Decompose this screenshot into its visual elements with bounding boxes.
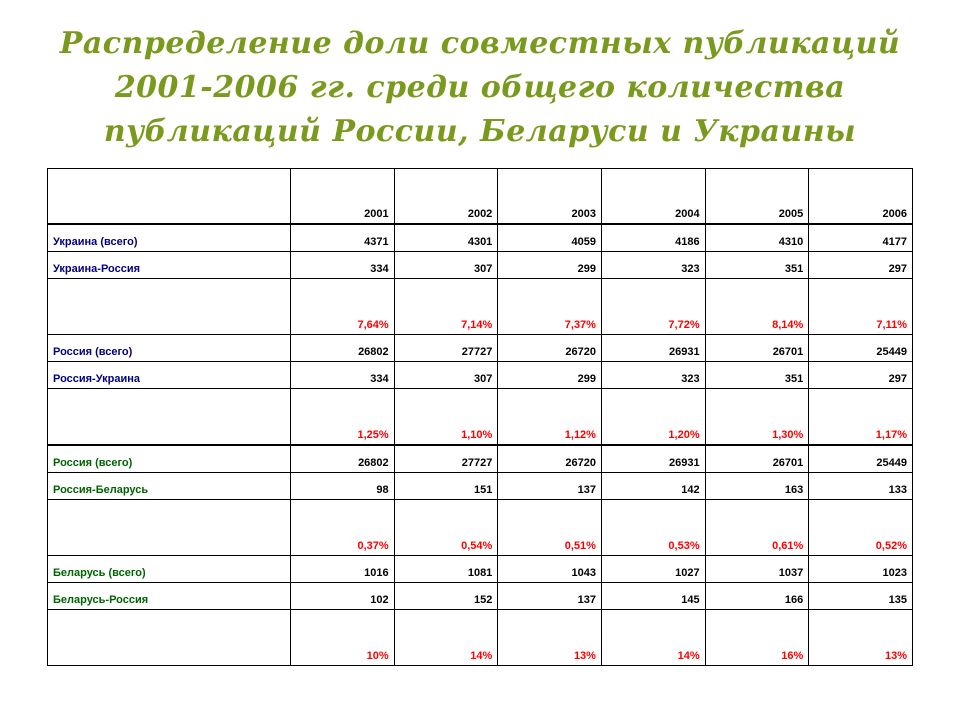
percent-cell: 16% [705, 610, 809, 666]
percent-cell: 7,72% [601, 279, 705, 335]
percent-cell: 7,37% [498, 279, 602, 335]
table-cell: 1043 [498, 556, 602, 583]
table-cell: 26931 [601, 445, 705, 473]
percent-cell: 0,54% [394, 500, 498, 556]
percent-cell: 10% [291, 610, 395, 666]
table-cell: 25449 [809, 335, 913, 362]
header-corner-cell [48, 169, 291, 225]
title-line-2: 2001-2006 гг. среди общего количества [114, 70, 846, 105]
table-cell: 26720 [498, 445, 602, 473]
percent-cell: 0,53% [601, 500, 705, 556]
row-label [48, 389, 291, 446]
row-label: Украина (всего) [48, 224, 291, 252]
title-line-1: Распределение доли совместных публикаций [59, 26, 901, 61]
slide-title [40, 22, 920, 154]
title-line-3: публикаций России, Беларуси и Украины [103, 114, 857, 149]
table-cell: 351 [705, 252, 809, 279]
publications-table [47, 168, 913, 666]
table-cell: 152 [394, 583, 498, 610]
table-cell: 1037 [705, 556, 809, 583]
table-row [48, 445, 913, 473]
table-cell: 299 [498, 362, 602, 389]
table-cell: 299 [498, 252, 602, 279]
table-row [48, 252, 913, 279]
year-header: 2002 [394, 169, 498, 225]
row-label: Украина-Россия [48, 252, 291, 279]
percent-row [48, 500, 913, 556]
percent-cell: 1,17% [809, 389, 913, 446]
table-row [48, 362, 913, 389]
year-header: 2004 [601, 169, 705, 225]
percent-cell: 7,64% [291, 279, 395, 335]
table-cell: 166 [705, 583, 809, 610]
percent-cell: 13% [498, 610, 602, 666]
table-row [48, 583, 913, 610]
table-row [48, 556, 913, 583]
percent-cell: 0,37% [291, 500, 395, 556]
table-cell: 137 [498, 473, 602, 500]
percent-cell: 1,20% [601, 389, 705, 446]
percent-row [48, 610, 913, 666]
table-row [48, 224, 913, 252]
percent-cell: 14% [601, 610, 705, 666]
table-cell: 4186 [601, 224, 705, 252]
year-header: 2005 [705, 169, 809, 225]
row-label: Беларусь-Россия [48, 583, 291, 610]
table-cell: 133 [809, 473, 913, 500]
table-cell: 102 [291, 583, 395, 610]
table-row [48, 473, 913, 500]
table-cell: 297 [809, 362, 913, 389]
percent-cell: 13% [809, 610, 913, 666]
table-cell: 27727 [394, 335, 498, 362]
table-cell: 307 [394, 362, 498, 389]
table-cell: 4310 [705, 224, 809, 252]
year-header: 2001 [291, 169, 395, 225]
table-cell: 351 [705, 362, 809, 389]
table-cell: 26802 [291, 335, 395, 362]
table-cell: 4059 [498, 224, 602, 252]
year-header: 2003 [498, 169, 602, 225]
table-cell: 1027 [601, 556, 705, 583]
table-cell: 1016 [291, 556, 395, 583]
row-label: Россия-Беларусь [48, 473, 291, 500]
table-cell: 1023 [809, 556, 913, 583]
header-row [48, 169, 913, 225]
percent-cell: 7,11% [809, 279, 913, 335]
table-cell: 151 [394, 473, 498, 500]
percent-cell: 1,25% [291, 389, 395, 446]
row-label: Беларусь (всего) [48, 556, 291, 583]
table-cell: 26931 [601, 335, 705, 362]
table-cell: 26802 [291, 445, 395, 473]
table-row [48, 335, 913, 362]
table-cell: 323 [601, 252, 705, 279]
percent-cell: 1,12% [498, 389, 602, 446]
table-cell: 142 [601, 473, 705, 500]
percent-cell: 0,51% [498, 500, 602, 556]
percent-cell: 0,61% [705, 500, 809, 556]
table-cell: 4301 [394, 224, 498, 252]
table-cell: 98 [291, 473, 395, 500]
table-cell: 25449 [809, 445, 913, 473]
table-cell: 26701 [705, 335, 809, 362]
row-label [48, 610, 291, 666]
table-cell: 145 [601, 583, 705, 610]
percent-cell: 8,14% [705, 279, 809, 335]
row-label: Россия-Украина [48, 362, 291, 389]
table-cell: 137 [498, 583, 602, 610]
table-cell: 323 [601, 362, 705, 389]
table-cell: 135 [809, 583, 913, 610]
table-cell: 334 [291, 252, 395, 279]
row-label: Россия (всего) [48, 335, 291, 362]
percent-cell: 1,10% [394, 389, 498, 446]
table-cell: 297 [809, 252, 913, 279]
percent-cell: 7,14% [394, 279, 498, 335]
table-cell: 4177 [809, 224, 913, 252]
row-label [48, 279, 291, 335]
percent-cell: 0,52% [809, 500, 913, 556]
table-cell: 307 [394, 252, 498, 279]
table-cell: 1081 [394, 556, 498, 583]
table-cell: 163 [705, 473, 809, 500]
row-label: Россия (всего) [48, 445, 291, 473]
table-cell: 27727 [394, 445, 498, 473]
year-header: 2006 [809, 169, 913, 225]
row-label [48, 500, 291, 556]
table-cell: 334 [291, 362, 395, 389]
table-cell: 26701 [705, 445, 809, 473]
percent-cell: 14% [394, 610, 498, 666]
table-cell: 26720 [498, 335, 602, 362]
percent-row [48, 279, 913, 335]
percent-row [48, 389, 913, 446]
table-cell: 4371 [291, 224, 395, 252]
percent-cell: 1,30% [705, 389, 809, 446]
